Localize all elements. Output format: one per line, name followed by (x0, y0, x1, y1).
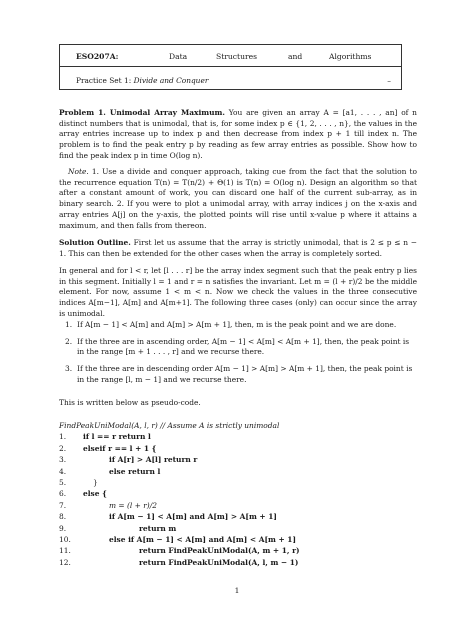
cases-list (59, 320, 417, 386)
note-label: Note. (68, 167, 89, 176)
solution-para2: In general and for l < r, let [l . . . r] be the array index segment such that the peak entry p lies in this segment. Initially l = 1 and r = n satisfies the invariant. Let m = (l + r)/2 be the middle element. For now, assume 1 < m < n. Now we check the values in the three consecutive indices A[m−1], A[m] and A[m+1]. The following three cases (only) can occur since the array is unimodal. (59, 266, 417, 318)
code-line: 2. elseif r == l + 1 { (59, 443, 157, 453)
list-item: 2. If the three are in ascending order, A[m − 1] < A[m] < A[m + 1], then, the peak point is in the range [m + 1 . . . , r] and we recurse there. (65, 336, 410, 357)
solution-paragraph-2 (59, 266, 417, 320)
code-line: 7. m = (l + r)/2 (59, 500, 157, 510)
course-word-structures: Structures (216, 52, 257, 61)
code-line: FindPeakUniModal(A, l, r) // Assume A is strictly unimodal (59, 421, 280, 430)
code-line: 4. else return l (59, 466, 161, 476)
code-line: 1. if l == r return l (59, 432, 151, 442)
note-paragraph (59, 167, 417, 231)
code-line: 6. else { (59, 489, 107, 499)
code-line: 12. return FindPeakUniModal(A, l, m − 1) (59, 557, 299, 567)
code-line: 8. if A[m − 1] < A[m] and A[m] > A[m + 1] (59, 512, 277, 522)
practice-set-prefix: Practice Set 1: (76, 76, 132, 85)
pseudo-code (59, 420, 419, 568)
header-dash: – (387, 76, 391, 85)
pseudo-intro: This is written below as pseudo-code. (59, 398, 201, 407)
list-item: 1. If A[m − 1] < A[m] and A[m] > A[m + 1], then, m is the peak point and we are done. (65, 320, 397, 329)
course-header-box (59, 44, 402, 90)
solution-label: Solution Outline. (59, 238, 131, 247)
code-line: 11. return FindPeakUniModal(A, m + 1, r) (59, 546, 300, 556)
page-number: 1 (234, 586, 240, 595)
course-title-row (60, 45, 401, 67)
solution-outline (59, 238, 417, 259)
problem-statement (59, 108, 417, 162)
course-word-algorithms: Algorithms (329, 52, 372, 61)
problem-title: Problem 1. Unimodal Array Maximum. (59, 108, 226, 117)
code-line: 5. } (59, 477, 98, 487)
solution-text: First let us assume that the array is strictly unimodal, that is 2 ≤ p ≤ n − 1. This can then be extended for the other cases when the array is completely sorted. (59, 238, 417, 258)
list-item: 3. If the three are in descending order A[m − 1] > A[m] > A[m + 1], then, the peak point is in the range [l, m − 1] and we recurse there. (65, 364, 413, 384)
code-line: 10. else if A[m − 1] < A[m] and A[m] < A[m + 1] (59, 534, 296, 544)
practice-set-line (76, 76, 208, 85)
course-word-and: and (288, 52, 303, 61)
course-word-data: Data (169, 52, 188, 61)
note-text: 1. Use a divide and conquer approach, taking cue from the fact that the solution to the recurrence equation T(n) = T(n/2) + Θ(1) is T(n) = O(log n). Design an algorithm so that after a constant amount of work, you can discard one half of the current sub-array, as in binary search. 2. If you were to plot a unimodal array, with array indices j on the x-axis and array entries A[j] on the y-axis, the plotted points will rise until x-value p where it attains a maximum, and then falls from thereon. (59, 167, 417, 230)
problem-text: You are given an array A = [a1, . . . , an] of n distinct numbers that is unimodal, that is, for some index p ∈ {1, 2, . . . , n}, the values in the array entries increase up to index p and then decrease from index p + 1 till index n. The problem is to find the peak entry p by reading as few array entries as possible. Show how to find the peak index p in time O(log n). (59, 108, 417, 160)
code-line: 9. return m (59, 523, 177, 533)
course-code: ESO207A: (76, 52, 119, 61)
practice-set-topic: Divide and Conquer (133, 76, 209, 85)
code-line: 3. if A[r] > A[l] return r (59, 455, 198, 465)
